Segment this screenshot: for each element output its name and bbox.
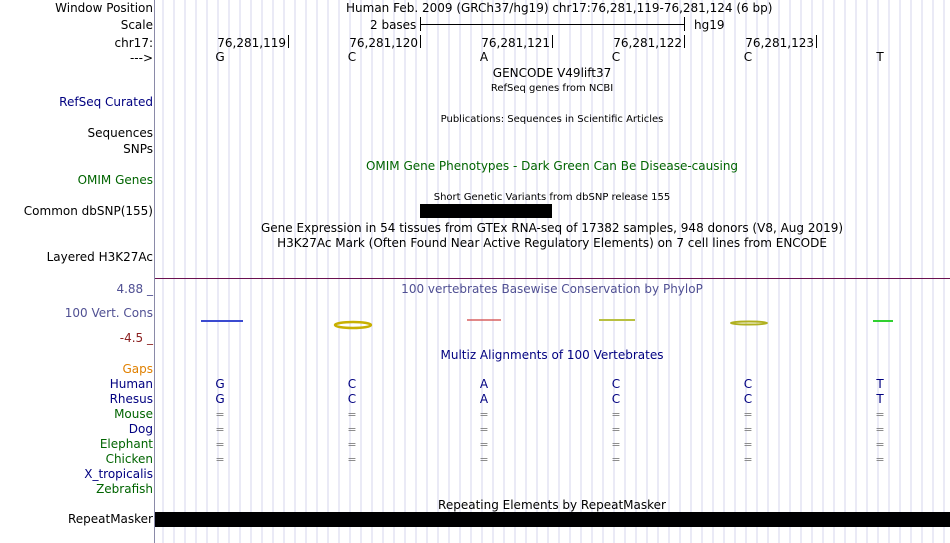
cons-mark-5 (731, 322, 767, 325)
sequences-label[interactable]: Sequences (87, 126, 153, 140)
alignment-base: A (479, 392, 489, 406)
species-label[interactable]: Rhesus (109, 392, 153, 406)
position-tick-label: 76,281,120 (349, 36, 418, 50)
alignment-base: T (876, 392, 884, 406)
position-tick-mark (420, 35, 421, 48)
common-dbsnp-label[interactable]: Common dbSNP(155) (23, 204, 153, 218)
scale-label: Scale (120, 18, 153, 32)
species-label[interactable]: X_tropicalis (84, 467, 153, 481)
vert-cons-label[interactable]: 100 Vert. Cons (64, 306, 153, 320)
conservation-top-border (155, 278, 950, 279)
alignment-base: = (347, 423, 357, 436)
base-letter: T (876, 50, 884, 64)
alignment-base: G (215, 392, 225, 406)
alignment-base: = (743, 453, 753, 466)
alignment-base: = (215, 408, 225, 421)
gencode-track-title[interactable]: GENCODE V49lift37 (492, 66, 612, 80)
refseq-track-subtitle[interactable]: RefSeq genes from NCBI (490, 83, 614, 94)
alignment-base: = (611, 408, 621, 421)
scale-bar-left-tick (420, 17, 421, 31)
strand-label: ---> (129, 51, 153, 65)
base-letter: G (215, 50, 225, 64)
alignment-base: A (479, 377, 489, 391)
position-tick-label: 76,281,121 (481, 36, 550, 50)
position-tick-mark (816, 35, 817, 48)
label-divider (154, 0, 155, 543)
cons-mark-2 (335, 322, 371, 328)
alignment-base: = (479, 438, 489, 451)
alignment-base: = (743, 408, 753, 421)
base-letter: A (479, 50, 489, 64)
alignment-base: G (215, 377, 225, 391)
species-label[interactable]: Mouse (114, 407, 153, 421)
base-letter: C (347, 50, 357, 64)
position-tick-label: 76,281,119 (217, 36, 286, 50)
window-position-value: Human Feb. 2009 (GRCh37/hg19) chr17:76,281,119-76,281,124 (6 bp) (346, 1, 773, 15)
alignment-base: C (347, 377, 357, 391)
multiz-track-title[interactable]: Multiz Alignments of 100 Vertebrates (440, 348, 664, 362)
conservation-track-title[interactable]: 100 vertebrates Basewise Conservation by PhyloP (401, 282, 703, 296)
alignment-base: = (875, 438, 885, 451)
repeatmasker-block[interactable] (155, 512, 950, 527)
alignment-base: = (215, 453, 225, 466)
alignment-base: C (347, 392, 357, 406)
alignment-base: = (479, 408, 489, 421)
h3k27ac-track-title[interactable]: H3K27Ac Mark (Often Found Near Active Regulatory Elements) on 7 cell lines from ENCODE (277, 236, 827, 250)
scale-assembly: hg19 (694, 18, 725, 32)
dbsnp-variant-block[interactable] (420, 204, 552, 218)
alignment-base: = (743, 423, 753, 436)
alignment-base: = (479, 423, 489, 436)
repeatmasker-track-title[interactable]: Repeating Elements by RepeatMasker (438, 498, 666, 512)
alignment-base: = (875, 408, 885, 421)
alignment-base: = (611, 423, 621, 436)
species-label[interactable]: Zebrafish (96, 482, 153, 496)
gaps-label[interactable]: Gaps (122, 362, 153, 376)
alignment-base: = (611, 438, 621, 451)
snps-label[interactable]: SNPs (123, 142, 153, 156)
base-letter: C (743, 50, 753, 64)
scale-bar-right-tick (684, 17, 685, 31)
refseq-curated-label[interactable]: RefSeq Curated (59, 95, 153, 109)
position-tick-mark (288, 35, 289, 48)
alignment-base: = (215, 438, 225, 451)
position-tick-label: 76,281,122 (613, 36, 682, 50)
repeatmasker-label[interactable]: RepeatMasker (67, 512, 153, 526)
window-position-label: Window Position (55, 1, 153, 15)
position-tick-mark (684, 35, 685, 48)
species-label[interactable]: Elephant (99, 437, 153, 451)
alignment-base: = (347, 453, 357, 466)
gtex-track-title[interactable]: Gene Expression in 54 tissues from GTEx RNA-seq of 17382 samples, 948 donors (V8, Aug 2019) (260, 221, 844, 235)
omim-track-title[interactable]: OMIM Gene Phenotypes - Dark Green Can Be Disease-causing (365, 159, 739, 173)
alignment-base: C (743, 392, 753, 406)
alignment-base: C (611, 377, 621, 391)
species-label[interactable]: Dog (128, 422, 153, 436)
alignment-base: = (347, 438, 357, 451)
alignment-base: C (611, 392, 621, 406)
chrom-label[interactable]: chr17: (114, 36, 153, 50)
alignment-base: = (875, 423, 885, 436)
position-tick-mark (552, 35, 553, 48)
alignment-base: = (215, 423, 225, 436)
omim-genes-label[interactable]: OMIM Genes (77, 173, 153, 187)
cons-min-value: -4.5 _ (119, 331, 153, 345)
publications-track-title[interactable]: Publications: Sequences in Scientific Articles (440, 114, 664, 125)
alignment-base: = (611, 453, 621, 466)
alignment-base: T (876, 377, 884, 391)
alignment-base: = (743, 438, 753, 451)
alignment-base: C (743, 377, 753, 391)
alignment-base: = (479, 453, 489, 466)
layered-h3k27ac-label[interactable]: Layered H3K27Ac (46, 250, 153, 264)
conservation-plot[interactable] (155, 310, 950, 336)
position-tick-label: 76,281,123 (745, 36, 814, 50)
cons-max-value: 4.88 _ (116, 282, 153, 296)
scale-bar (420, 24, 684, 25)
base-letter: C (611, 50, 621, 64)
dbsnp-track-title[interactable]: Short Genetic Variants from dbSNP release 155 (433, 192, 671, 203)
alignment-base: = (347, 408, 357, 421)
species-label[interactable]: Human (109, 377, 153, 391)
species-label[interactable]: Chicken (105, 452, 153, 466)
alignment-base: = (875, 453, 885, 466)
scale-value: 2 bases (370, 18, 417, 32)
